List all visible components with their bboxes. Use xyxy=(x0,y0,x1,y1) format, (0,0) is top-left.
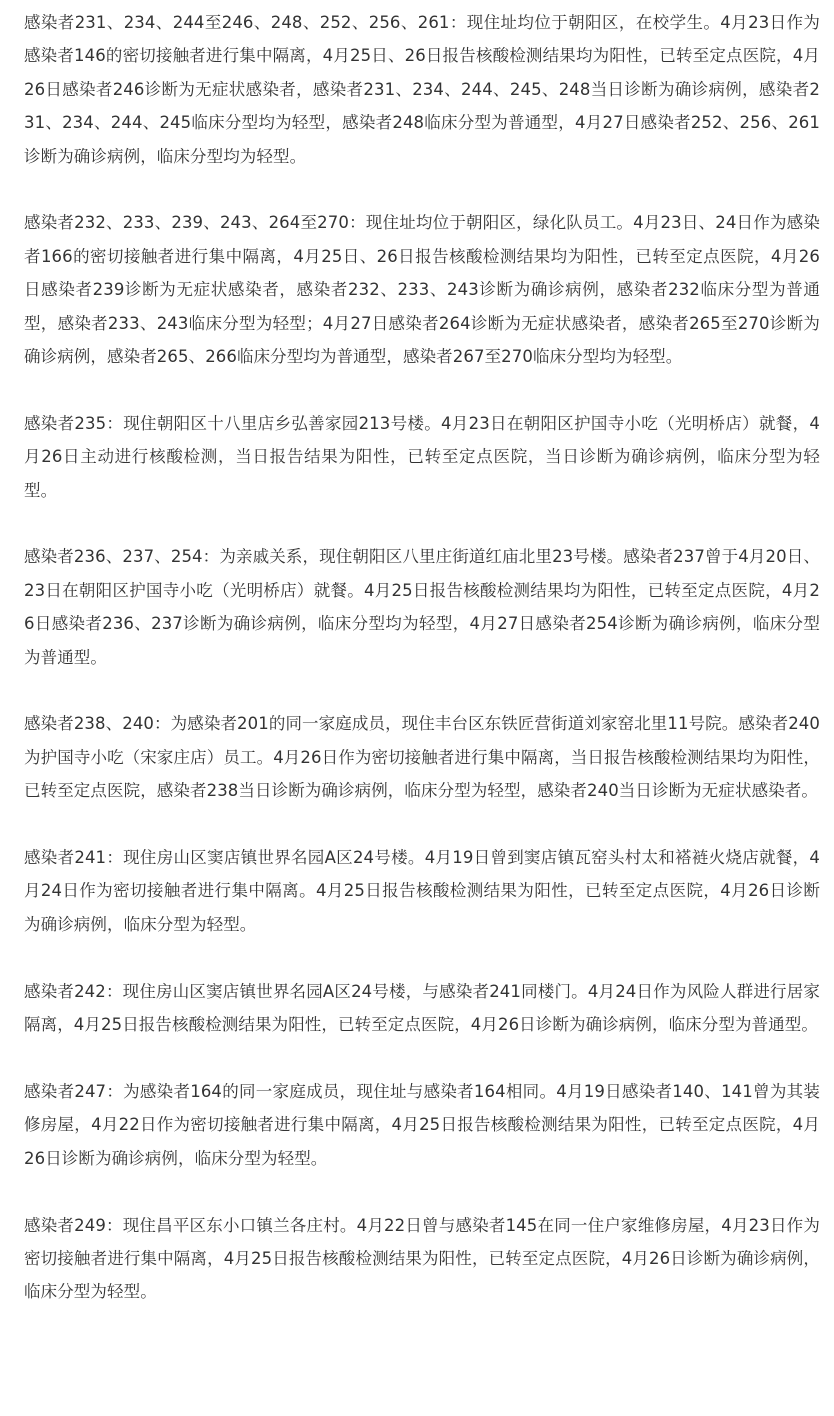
case-paragraph: 感染者231、234、244至246、248、252、256、261：现住址均位于朝阳区，在校学生。4月23日作为感染者146的密切接触者进行集中隔离，4月25日、26日报告核酸检测结果均为阳性，已转至定点医院，4月26日感染者246诊断为无症状感染者，感染者231、234、244、245、248当日诊断为确诊病例，感染者231、234、244、245临床分型均为轻型，感染者248临床分型为普通型，4月27日感染者252、256、261诊断为确诊病例，临床分型均为轻型。 xyxy=(24,13,820,166)
case-paragraph: 感染者241：现住房山区窦店镇世界名园A区24号楼。4月19日曾到窦店镇瓦窑头村太和褡裢火烧店就餐，4月24日作为密切接触者进行集中隔离。4月25日报告核酸检测结果为阳性，已转至定点医院，4月26日诊断为确诊病例，临床分型为轻型。 xyxy=(24,848,820,934)
case-paragraph: 感染者235：现住朝阳区十八里店乡弘善家园213号楼。4月23日在朝阳区护国寺小吃（光明桥店）就餐，4月26日主动进行核酸检测，当日报告结果为阳性，已转至定点医院，当日诊断为确诊病例，临床分型为轻型。 xyxy=(24,413,820,500)
case-paragraph: 感染者232、233、239、243、264至270：现住址均位于朝阳区，绿化队员工。4月23日、24日作为感染者166的密切接触者进行集中隔离，4月25日、26日报告核酸检测结果均为阳性，已转至定点医院，4月26日感染者239诊断为无症状感染者，感染者232、233、243诊断为确诊病例，感染者232临床分型为普通型，感染者233、243临床分型为轻型；4月27日感染者264诊断为无症状感染者，感染者265至270诊断为确诊病例，感染者265、266临床分型均为普通型，感染者267至270临床分型均为轻型。 xyxy=(24,213,820,367)
case-paragraph: 感染者242：现住房山区窦店镇世界名园A区24号楼，与感染者241同楼门。4月24日作为风险人群进行居家隔离，4月25日报告核酸检测结果为阳性，已转至定点医院，4月26日诊断为确诊病例，临床分型为普通型。 xyxy=(24,981,820,1035)
case-paragraph: 感染者236、237、254：为亲戚关系，现住朝阳区八里庄街道红庙北里23号楼。感染者237曾于4月20日、23日在朝阳区护国寺小吃（光明桥店）就餐。4月25日报告核酸检测结果均为阳性，已转至定点医院，4月26日感染者236、237诊断为确诊病例，临床分型均为轻型，4月27日感染者254诊断为确诊病例，临床分型为普通型。 xyxy=(24,547,820,667)
case-paragraph: 感染者238、240：为感染者201的同一家庭成员，现住丰台区东铁匠营街道刘家窑北里11号院。感染者240为护国寺小吃（宋家庄店）员工。4月26日作为密切接触者进行集中隔离，当日报告核酸检测结果均为阳性，已转至定点医院，感染者238当日诊断为确诊病例，临床分型为轻型，感染者240当日诊断为无症状感染者。 xyxy=(24,714,820,801)
case-paragraph: 感染者249：现住昌平区东小口镇兰各庄村。4月22日曾与感染者145在同一住户家维修房屋，4月23日作为密切接触者进行集中隔离，4月25日报告核酸检测结果为阳性，已转至定点医院，4月26日诊断为确诊病例，临床分型为轻型。 xyxy=(24,1215,820,1302)
case-paragraph: 感染者247：为感染者164的同一家庭成员，现住址与感染者164相同。4月19日感染者140、141曾为其装修房屋，4月22日作为密切接触者进行集中隔离，4月25日报告核酸检测结果为阳性，已转至定点医院，4月26日诊断为确诊病例，临床分型为轻型。 xyxy=(24,1081,820,1168)
